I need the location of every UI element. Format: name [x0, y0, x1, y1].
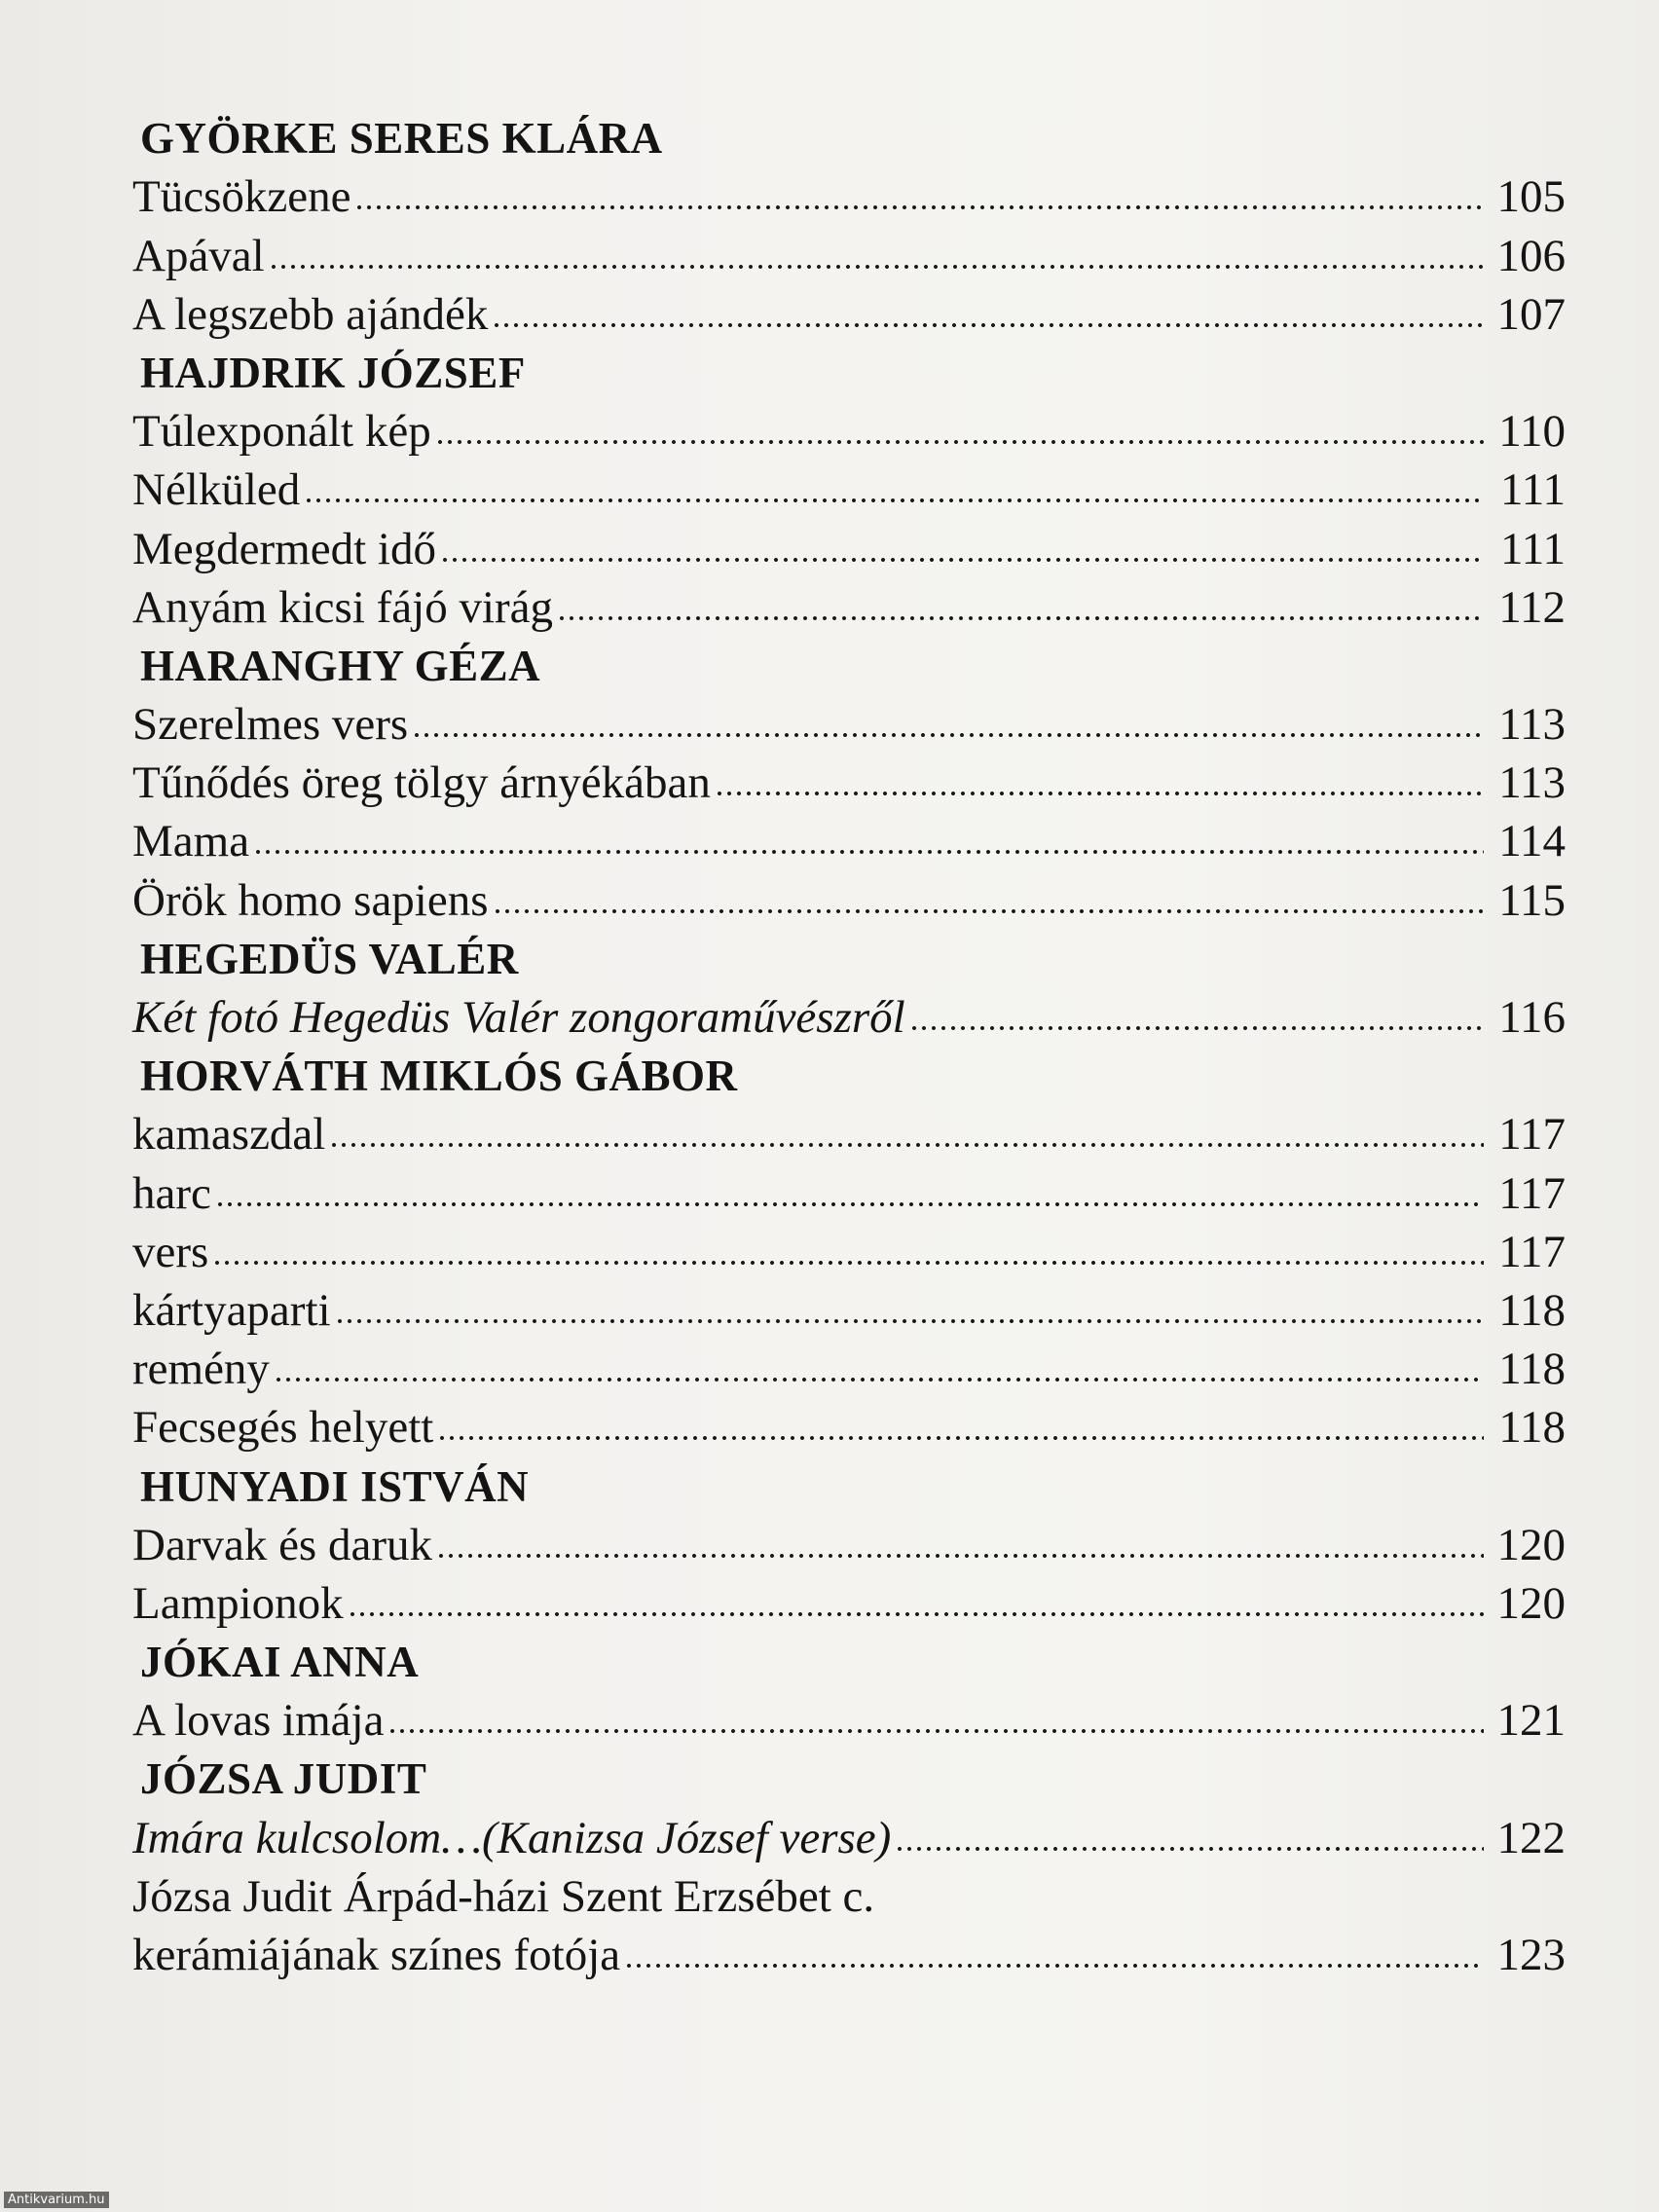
entry-title: Fecsegés helyett: [132, 1402, 434, 1454]
dot-leader: [624, 1959, 1484, 1972]
entry-title-line2: kerámiájának színes fotója: [132, 1930, 621, 1980]
page-number: 107: [1496, 288, 1566, 340]
entry-title: Két fotó Hegedüs Valér zongoraművészről: [132, 992, 905, 1043]
page-number: 112: [1498, 581, 1566, 633]
entry-title: kártyaparti: [132, 1284, 331, 1336]
page-number: 118: [1498, 1402, 1566, 1454]
page-number: 117: [1498, 1167, 1566, 1219]
toc-entry: [132, 695, 1566, 754]
toc-entry: [132, 402, 1566, 461]
entry-title: Megdermedt idő: [132, 523, 436, 574]
author-heading: HARANGHY GÉZA: [140, 641, 541, 690]
page-number: 117: [1498, 1226, 1566, 1277]
toc-entry: [132, 461, 1566, 519]
dot-leader: [440, 553, 1484, 567]
dot-leader: [492, 318, 1484, 332]
toc-entry: [132, 870, 1566, 929]
dot-leader: [557, 611, 1484, 625]
entry-title: Örök homo sapiens: [132, 874, 489, 926]
page-number: 106: [1496, 230, 1566, 281]
toc-entry: [132, 578, 1566, 637]
dot-leader: [354, 201, 1484, 214]
dot-leader: [435, 435, 1484, 449]
dot-leader: [909, 1021, 1484, 1035]
page-number: 114: [1498, 816, 1566, 867]
page-number: 110: [1498, 406, 1566, 458]
toc-entry: [132, 1398, 1566, 1456]
entry-title: Mama: [132, 816, 250, 867]
entry-title: Túlexponált kép: [132, 406, 431, 458]
page-number: 115: [1498, 874, 1566, 926]
dot-leader: [895, 1842, 1484, 1856]
toc-entry: [132, 1281, 1566, 1340]
toc-entry: [132, 754, 1566, 812]
dot-leader: [436, 1549, 1484, 1563]
entry-title: Lampionok: [132, 1577, 344, 1629]
toc-entry: [132, 1516, 1566, 1574]
entry-title: Tűnődés öreg tölgy árnyékában: [132, 757, 711, 809]
dot-leader: [493, 904, 1484, 918]
page-number: 123: [1496, 1930, 1566, 1980]
toc-entry: [132, 1223, 1566, 1281]
dot-leader: [253, 845, 1484, 859]
entry-title: A legszebb ajándék: [132, 288, 489, 340]
dot-leader: [715, 787, 1484, 800]
page-number: 120: [1496, 1519, 1566, 1570]
table-of-contents: [132, 109, 1566, 1984]
entry-title: vers: [132, 1226, 209, 1277]
entry-title: Imára kulcsolom…(Kanizsa József verse): [132, 1812, 892, 1863]
page-number: 122: [1496, 1812, 1566, 1863]
author-heading: HAJDRIK JÓZSEF: [140, 348, 526, 397]
toc-entry-multiline: [132, 1867, 1566, 1984]
entry-title: kamaszdal: [132, 1109, 326, 1161]
page-number: 118: [1498, 1284, 1566, 1336]
dot-leader: [387, 1724, 1484, 1738]
page-number: 111: [1499, 464, 1566, 516]
dot-leader: [274, 1373, 1484, 1386]
dot-leader: [329, 1138, 1484, 1152]
toc-entry: [132, 167, 1566, 226]
entry-title-line2-row: [132, 1926, 1566, 1984]
toc-entry: [132, 285, 1566, 344]
toc-entry: [132, 1808, 1566, 1866]
toc-entry: [132, 1574, 1566, 1633]
author-heading: GYÖRKE SERES KLÁRA: [140, 114, 663, 164]
dot-leader: [335, 1314, 1484, 1328]
entry-title: remény: [132, 1344, 270, 1395]
author-heading: HEGEDÜS VALÉR: [140, 934, 519, 983]
dot-leader: [304, 494, 1484, 507]
page-number: 116: [1498, 992, 1566, 1043]
entry-title-line1: Józsa Judit Árpád-házi Szent Erzsébet c.: [132, 1870, 875, 1922]
author-heading: HUNYADI ISTVÁN: [140, 1461, 530, 1511]
dot-leader: [437, 1431, 1484, 1445]
page-number: 105: [1496, 171, 1566, 223]
entry-title: Darvak és daruk: [132, 1519, 432, 1570]
entry-title: Szerelmes vers: [132, 699, 409, 751]
entry-title: A lovas imája: [132, 1695, 385, 1747]
watermark: Antikvarium.hu: [4, 2192, 109, 2208]
page-number: 117: [1498, 1109, 1566, 1161]
dot-leader: [412, 728, 1484, 742]
dot-leader: [348, 1607, 1484, 1621]
toc-entry: [132, 1340, 1566, 1398]
page-number: 121: [1496, 1695, 1566, 1747]
entry-title: Tücsökzene: [132, 171, 351, 223]
author-heading: JÓZSA JUDIT: [140, 1754, 427, 1804]
dot-leader: [269, 260, 1484, 274]
page-number: 120: [1496, 1577, 1566, 1629]
entry-title: harc: [132, 1167, 211, 1219]
toc-entry: [132, 988, 1566, 1047]
dot-leader: [212, 1256, 1484, 1270]
toc-entry: [132, 226, 1566, 284]
author-heading: HORVÁTH MIKLÓS GÁBOR: [140, 1051, 738, 1101]
entry-title: Nélküled: [132, 464, 301, 516]
toc-entry: [132, 1105, 1566, 1163]
toc-entry: [132, 812, 1566, 870]
entry-title: Anyám kicsi fájó virág: [132, 581, 554, 633]
author-heading: JÓKAI ANNA: [140, 1638, 420, 1687]
page-number: 113: [1498, 757, 1566, 809]
dot-leader: [215, 1198, 1484, 1211]
page-number: 111: [1499, 523, 1566, 574]
page-number: 113: [1498, 699, 1566, 751]
toc-entry: [132, 1163, 1566, 1222]
page-number: 118: [1498, 1344, 1566, 1395]
entry-title: Apával: [132, 230, 265, 281]
toc-entry: [132, 519, 1566, 577]
toc-entry: [132, 1691, 1566, 1750]
